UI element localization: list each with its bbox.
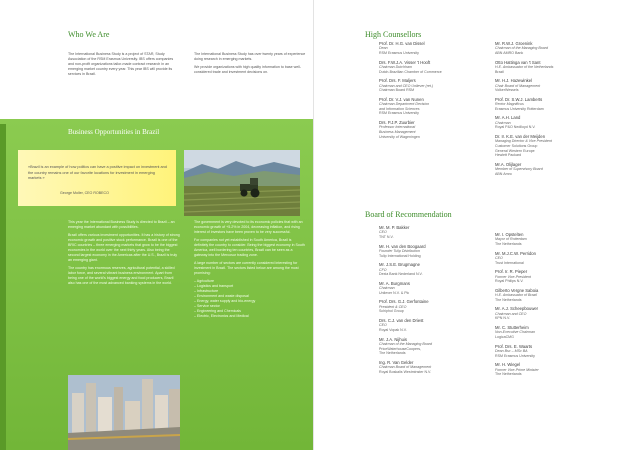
person-org: TNT N.V. xyxy=(379,235,394,239)
person-entry xyxy=(379,244,499,259)
person-name: Otto Hattinga van 't Sant xyxy=(495,59,541,65)
person-entry xyxy=(379,78,499,93)
person-entry xyxy=(379,360,499,375)
who-we-are-col1: The International Business Study is a project of STAR, Study Association of the RSM Erasmus University. IBS offers companies and non-profit organizations tailor-made contract research in an emerging market country every year. This year IBS will provide its services in Brazil. xyxy=(68,52,174,76)
person-entry xyxy=(379,337,499,356)
sector-item: – Infrastructure xyxy=(194,289,219,293)
person-name: Drs. C.J. van den Driest xyxy=(379,317,424,323)
board-of-recommendation-heading: Board of Recommendation xyxy=(365,210,452,219)
business-para: A large number of sectors are currently considered interesting for investment in Brazil. The sectors listed below are among the most promising: xyxy=(194,261,299,275)
who-we-are-col2 xyxy=(194,52,306,75)
person-role: Chairman Dutchham xyxy=(379,65,412,69)
person-name: Prof. Dr. V.J. van Nunen xyxy=(379,96,424,102)
right-page xyxy=(314,0,628,450)
sector-item: – Energy, water supply and bio-energy xyxy=(194,299,256,303)
sector-item: – Agriculture xyxy=(194,279,214,283)
person-entry xyxy=(495,115,621,130)
sector-item: – Logistics and transport xyxy=(194,284,234,288)
person-org: Royal Philips N.V. xyxy=(495,279,524,284)
person-org: KPN N.V. xyxy=(495,316,511,321)
person-org: Schiphol Group xyxy=(379,309,404,314)
person-name: Dr. Ir. K.E. van der Meijden xyxy=(495,133,546,139)
person-name: Mr. J.S.E. Brugmagne xyxy=(379,262,420,268)
sector-list xyxy=(194,279,306,319)
person-name: Ing. R. Van Gelder xyxy=(379,359,414,365)
person-name: Prof. Drs. F. Maljers xyxy=(379,78,416,84)
person-role: Non-Executive Chairman xyxy=(495,330,535,335)
person-name: Mr. A.H. Land xyxy=(495,115,521,121)
person-org: Erasmus University Rotterdam xyxy=(495,106,544,111)
person-entry xyxy=(495,362,621,377)
person-org: Royal Vopak N.V. xyxy=(379,327,407,332)
person-role: CEO xyxy=(379,230,387,235)
person-entry xyxy=(495,325,621,340)
business-col2 xyxy=(194,220,306,319)
person-role: Former Vice-Prime Minister xyxy=(495,367,539,372)
person-role: Chairman Department Decision xyxy=(379,102,430,107)
person-org: RSM Erasmus University xyxy=(495,353,535,358)
business-para: The government is very devoted to its economic policies that with an economic growth of +5.2% in 2004, decreasing inflation, and rising interest of investors have been proven to be very successful. xyxy=(194,220,303,234)
business-heading: Business Opportunities in Brazil xyxy=(68,128,160,136)
person-role: Chairman and CEO xyxy=(495,311,527,316)
business-para: Brazil offers various investment opportunities. It has a history of strong economic growth and positive stock performance. Brazil is one of the BRIC countries – three emerging markets that grow to be the biggest economies in the world over the next thirty years. Also being the second largest economy in the Americas after the U.S., Brazil is truly an emerging giant. xyxy=(68,233,180,262)
quote-text: «Brazil is an example of how politics can have a positive impact on investment and the country remains one of our favorite locations for investment in emerging markets » xyxy=(28,165,167,180)
person-name: Prof. Drs. G.J. Gerfontaine xyxy=(379,299,429,305)
person-role: Member of Supervisory Board xyxy=(495,167,543,172)
person-org: The Netherlands xyxy=(495,242,522,246)
person-name: Drs. F.W.J.A. Visser 't Hooft xyxy=(379,59,431,65)
person-role: Chairman of the Managing Board xyxy=(495,46,548,51)
person-role: Chairman xyxy=(495,120,511,125)
person-name: Mr. J.A. Nijhuis xyxy=(379,336,407,342)
person-entry xyxy=(495,60,621,75)
person-entry xyxy=(379,97,499,116)
person-name: Mr. I. Opstelten xyxy=(495,232,524,237)
person-entry xyxy=(379,120,499,139)
sector-item: – Electric, Electronics and Medical xyxy=(194,314,249,318)
city-skyline-photo xyxy=(68,375,180,450)
person-role: CEO xyxy=(379,323,387,328)
person-role: Chair Board of Management xyxy=(495,83,541,88)
person-name: Mr. M.J.C.W. Perridon xyxy=(495,250,536,256)
person-org: RSM Erasmus University xyxy=(379,51,419,55)
person-entry xyxy=(379,225,499,240)
person-name: Prof. Dr. H.G. van Dissel xyxy=(379,41,425,46)
person-org: LogicaCMG xyxy=(495,334,514,339)
person-entry xyxy=(495,41,621,56)
person-entry xyxy=(379,60,499,75)
person-name: Mr. R.W.J. Groenink xyxy=(495,41,533,46)
quote-author: George Moller, CEO ROBECO xyxy=(60,191,109,195)
person-name: Mr.A. Olijlager xyxy=(495,161,522,167)
person-org: ABN Amro xyxy=(495,171,512,176)
person-org: The Netherlands xyxy=(495,372,522,377)
person-org: Trust International xyxy=(495,260,524,265)
person-name: Mr. H.J. Hazewinkel xyxy=(495,78,532,84)
person-role: Business Management xyxy=(379,129,416,134)
person-entry xyxy=(379,281,499,296)
person-name: Prof. Drs. E. Waarts xyxy=(495,343,533,349)
person-org: Unilever N.V. & Plc xyxy=(379,290,410,295)
person-entry xyxy=(379,299,499,314)
person-role: Managing Director & Vice President xyxy=(495,139,552,144)
high-counsellors-heading: High Counsellors xyxy=(365,30,422,39)
person-role: and Information Sciences xyxy=(379,106,420,111)
person-entry xyxy=(495,134,621,158)
tractor-field-photo xyxy=(184,150,300,216)
person-role: Former Vice-President xyxy=(495,274,531,279)
person-role: Mayor of Rotterdam xyxy=(495,237,527,242)
person-name: Mr. A. Burgmans xyxy=(379,280,410,286)
person-org: Brazil xyxy=(495,69,504,74)
person-org: Customer Solutions Group xyxy=(495,143,538,148)
person-entry xyxy=(495,251,621,266)
person-role: Founder Tulip Distribution xyxy=(379,249,420,253)
business-col1 xyxy=(68,220,180,286)
person-org: PriceWaterhouseCoopers, xyxy=(379,346,422,351)
person-entry xyxy=(495,97,621,112)
counsellors-col-a xyxy=(379,41,499,143)
person-entry xyxy=(379,41,499,56)
person-org: VolkerWessels xyxy=(495,88,519,93)
person-entry xyxy=(495,269,621,284)
person-name: Prof. Ir. R. Pieper xyxy=(495,269,528,275)
quote-box xyxy=(18,150,176,206)
person-role: Professor International xyxy=(379,125,416,130)
panel-edge-stripe xyxy=(0,124,6,450)
person-org: The Netherlands xyxy=(495,297,522,302)
recommendation-col-b xyxy=(495,232,621,381)
sector-item: – Service sector xyxy=(194,304,220,308)
person-entry xyxy=(379,262,499,277)
counsellors-col-b xyxy=(495,41,621,180)
person-entry xyxy=(495,288,621,303)
person-role: Chairman xyxy=(379,286,395,291)
person-name: Mr. C. Stutterheim xyxy=(495,324,529,330)
person-name: Drs. P.J.P. Zuurbier xyxy=(379,119,415,125)
person-org: General Western Europe xyxy=(495,148,535,153)
person-name: Mr. H. van den Boogaard xyxy=(379,243,426,249)
person-role: President & CEO xyxy=(379,304,407,309)
person-org: RSM Erasmus University xyxy=(379,111,419,116)
recommendation-col-a xyxy=(379,225,499,378)
business-para: The country has enormous reserves, agricultural potential, a skilled labor force, and several vibrant business environment. Apart from being one of the world's biggest energy and food producers, Brazil also has one of the most advanced banking systems in the world. xyxy=(68,266,175,285)
sector-item: – Environment and waste disposal xyxy=(194,294,249,298)
person-name: Mr. M. P. Bakker xyxy=(379,225,410,230)
person-role: Dean Bsc – MSc BA xyxy=(495,348,528,353)
person-org: University of Wageningen xyxy=(379,134,420,139)
who-we-are-para: We provide organizations with high quality information to base well-considered trade and investment decisions on. xyxy=(194,65,302,74)
person-entry xyxy=(495,306,621,321)
person-role: CEO xyxy=(495,256,503,260)
person-name: Mr. H. Wiegel xyxy=(495,362,521,368)
person-name: Mr. A.J. Scheepbouwer xyxy=(495,306,539,312)
person-role: Rector Magnificus xyxy=(495,102,524,107)
person-org: Dutch-Brazilian Chamber of Commerce xyxy=(379,69,442,74)
business-para: For companies not yet established in South America, Brazil is definitely the country to consider. Being the biggest economy in South America, well bordering ten countries, Brazil can be seen as a gateway into the Mercosur trading zone. xyxy=(194,238,305,257)
person-role: Chairman of the Managing Board xyxy=(379,341,432,346)
person-entry xyxy=(495,78,621,93)
who-we-are-para: The International Business Study has over twenty years of experience doing research in emerging markets. xyxy=(194,52,306,61)
person-entry xyxy=(495,162,621,177)
person-org: The Netherlands xyxy=(379,351,406,356)
person-role: H.E. Ambassador of Brazil xyxy=(495,293,538,298)
person-role: Chairman Board of Management xyxy=(379,365,432,370)
person-org: Chairman Board RSM xyxy=(379,88,415,93)
person-role: Chairman and CEO Unilever (ret.) xyxy=(379,83,434,88)
person-org: Royal P&O Nedlloyd N.V. xyxy=(495,125,536,130)
person-entry xyxy=(379,318,499,333)
person-name: Prof. Dr. S.W.J. Lamberts xyxy=(495,96,543,102)
person-role: H.E. Ambassador of the Netherlands xyxy=(495,65,554,69)
business-para: This year the International Business Study is directed to Brazil – an emerging market abundant with possibilities. xyxy=(68,220,175,229)
who-we-are-heading: Who We Are xyxy=(68,30,110,39)
sector-item: – Engineering and Chemicals xyxy=(194,309,241,313)
person-org: ABN AMRO Bank xyxy=(495,51,524,55)
person-name: Gilberto Vergne Saboia xyxy=(495,287,539,293)
person-role: Dean xyxy=(379,46,388,51)
person-entry xyxy=(495,344,621,359)
person-entry xyxy=(495,232,621,247)
person-role: CFO xyxy=(379,267,387,272)
person-org: Tulip International Holding xyxy=(379,253,421,258)
person-org: Hewlett Packard xyxy=(495,153,522,158)
person-org: Dexia Bank Nederland N.V. xyxy=(379,272,423,277)
person-org: Royal Boskalis Westminster N.V. xyxy=(379,369,432,374)
